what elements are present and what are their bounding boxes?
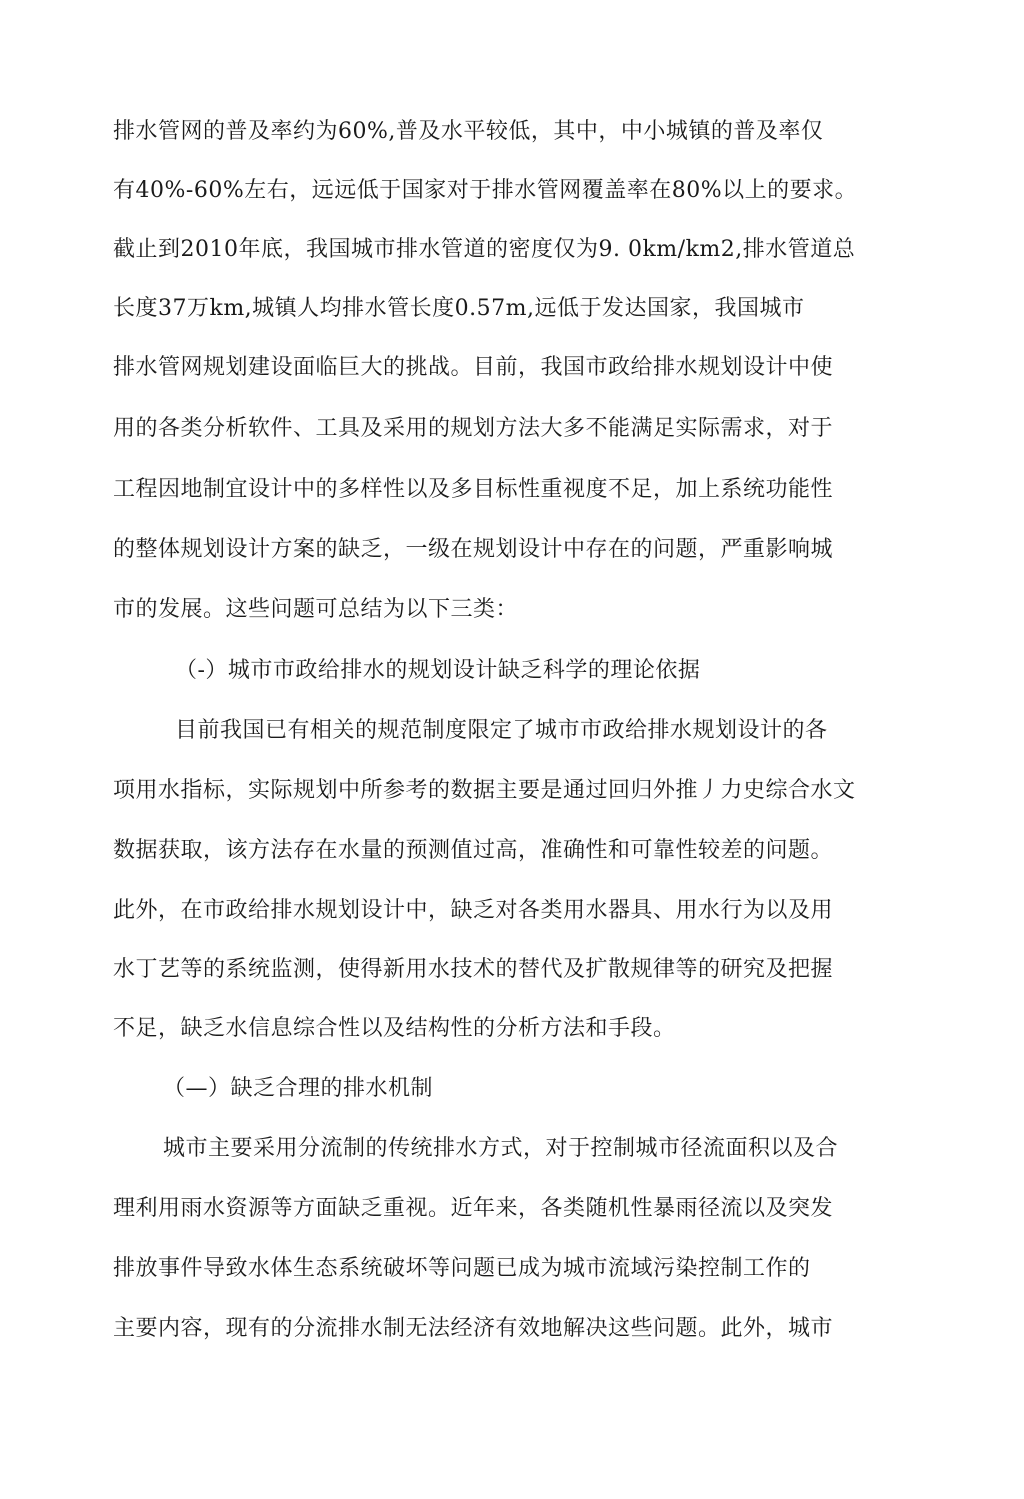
- text-line-12: 项用水指标，实际规划中所参考的数据主要是通过回归外推丿力史综合水文: [113, 778, 856, 803]
- text-line-20: 排放事件导致水体生态系统破坏等问题已成为城市流域污染控制工作的: [113, 1256, 811, 1281]
- text-line-7: 工程因地制宜设计中的多样性以及多目标性重视度不足，加上系统功能性: [113, 477, 834, 502]
- text-line-19: 理利用雨水资源等方面缺乏重视。近年来，各类随机性暴雨径流以及突发: [113, 1196, 834, 1221]
- section-heading-1: （-）城市市政给排水的规划设计缺乏科学的理论依据: [175, 658, 701, 683]
- text-line-16: 不足，缺乏水信息综合性以及结构性的分析方法和手段。: [113, 1016, 676, 1041]
- text-line-13: 数据获取，该方法存在水量的预测值过高，准确性和可靠性较差的问题。: [113, 838, 834, 863]
- text-line-14: 此外，在市政给排水规划设计中，缺乏对各类用水器具、用水行为以及用: [113, 898, 834, 923]
- section-heading-2: （—）缺乏合理的排水机制: [163, 1076, 434, 1101]
- text-line-3: 截止到2010年底，我国城市排水管道的密度仅为9. 0km/km2,排水管道总: [113, 237, 856, 262]
- text-line-1: 排水管网的普及率约为60%,普及水平较低，其中，中小城镇的普及率仅: [113, 119, 824, 144]
- text-line-15: 水丁艺等的系统监测，使得新用水技术的替代及扩散规律等的研究及把握: [113, 957, 834, 982]
- text-line-2: 有40%-60%左右，远远低于国家对于排水管网覆盖率在80%以上的要求。: [113, 178, 858, 203]
- text-line-4: 长度37万km,城镇人均排水管长度0.57m,远低于发达国家，我国城市: [113, 296, 805, 321]
- text-line-8: 的整体规划设计方案的缺乏，一级在规划设计中存在的问题，严重影响城: [113, 537, 834, 562]
- text-line-11: 目前我国已有相关的规范制度限定了城市市政给排水规划设计的各: [175, 718, 828, 743]
- text-line-6: 用的各类分析软件、工具及采用的规划方法大多不能满足实际需求，对于: [113, 416, 834, 441]
- text-line-9: 市的发展。这些问题可总结为以下三类：: [113, 597, 519, 622]
- text-line-5: 排水管网规划建设面临巨大的挑战。目前，我国市政给排水规划设计中使: [113, 355, 834, 380]
- text-line-21: 主要内容，现有的分流排水制无法经济有效地解决这些问题。此外，城市: [113, 1316, 834, 1341]
- text-line-18: 城市主要采用分流制的传统排水方式，对于控制城市径流面积以及合: [163, 1136, 839, 1161]
